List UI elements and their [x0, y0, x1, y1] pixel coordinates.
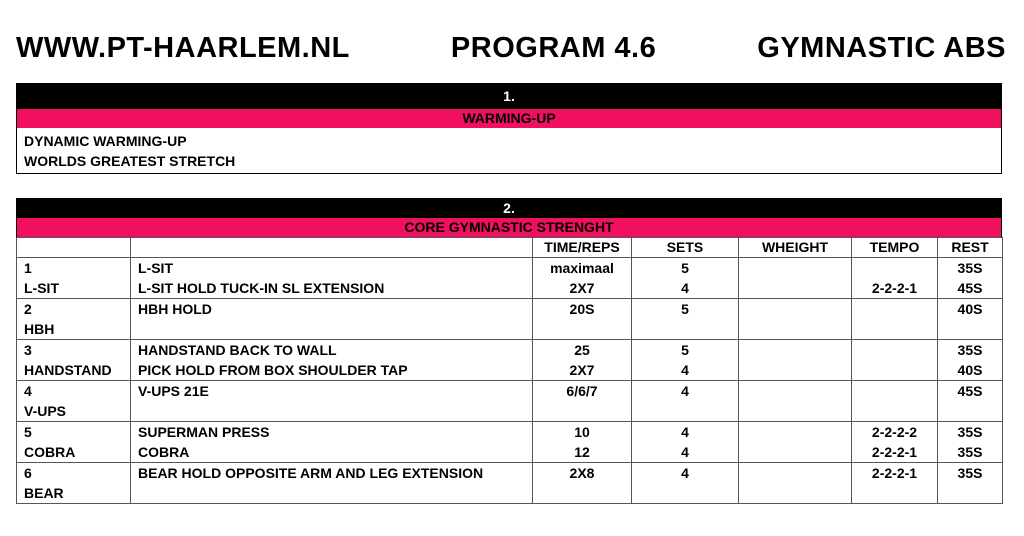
time-reps-cell-line: 20S	[569, 301, 595, 317]
tempo-cell-line	[859, 381, 930, 401]
weight-cell-line	[746, 483, 844, 503]
exercise-cell-line	[138, 319, 525, 339]
exercise-cell	[131, 258, 533, 299]
rest-cell-line: 45S	[957, 280, 983, 296]
group-number: 3	[24, 342, 32, 358]
tempo-cell	[852, 258, 938, 299]
tempo-cell	[852, 422, 938, 463]
exercise-cell-line	[138, 483, 525, 503]
sets-cell-line	[639, 401, 731, 421]
rest-cell	[938, 422, 1003, 463]
tempo-cell-line	[859, 319, 930, 339]
exercise-cell	[131, 340, 533, 381]
group-cell	[17, 422, 131, 463]
rest-cell-line: 35S	[957, 424, 983, 440]
rest-cell-line: 35S	[957, 444, 983, 460]
tempo-cell-line	[859, 299, 930, 319]
rest-cell-line	[945, 319, 995, 339]
tempo-cell-line	[859, 258, 930, 278]
group-cell	[17, 299, 131, 340]
rest-cell-line: 35S	[957, 342, 983, 358]
tempo-cell-line	[859, 401, 930, 421]
table-row	[17, 463, 1003, 504]
weight-cell-line	[746, 401, 844, 421]
weight-cell-line	[746, 319, 844, 339]
section-number: 2.	[16, 198, 1002, 218]
sets-cell	[632, 299, 739, 340]
time-reps-cell-line: 25	[574, 342, 590, 358]
sets-cell	[632, 340, 739, 381]
group-name: L-SIT	[24, 280, 59, 296]
weight-cell-line	[746, 442, 844, 462]
time-reps-cell	[533, 422, 632, 463]
section-number: 1.	[16, 83, 1002, 109]
table-row	[17, 422, 1003, 463]
rest-cell-line: 35S	[957, 465, 983, 481]
warmup-item: DYNAMIC WARMING-UP	[24, 133, 187, 149]
time-reps-cell-line: 2X7	[569, 280, 595, 296]
time-reps-cell-line	[540, 401, 624, 421]
sets-cell-line: 4	[681, 383, 689, 399]
sets-cell-line	[639, 319, 731, 339]
rest-cell	[938, 299, 1003, 340]
rest-cell	[938, 258, 1003, 299]
exercise-cell	[131, 299, 533, 340]
tempo-cell-line	[859, 483, 930, 503]
group-number: 6	[24, 465, 32, 481]
tempo-cell-line: 2-2-2-2	[871, 424, 918, 440]
exercise-cell-line: PICK HOLD FROM BOX SHOULDER TAP	[138, 362, 408, 378]
site-url: WWW.PT-HAARLEM.NL	[16, 31, 350, 64]
exercise-cell-line: L-SIT HOLD TUCK-IN SL EXTENSION	[138, 280, 385, 296]
warmup-item: WORLDS GREATEST STRETCH	[24, 153, 236, 169]
group-number: 4	[24, 383, 32, 399]
rest-cell-line: 35S	[957, 260, 983, 276]
time-reps-cell-line: maximaal	[550, 260, 614, 276]
weight-cell	[739, 463, 852, 504]
sets-cell-line: 4	[681, 444, 689, 460]
group-number: 1	[24, 260, 32, 276]
time-reps-cell-line: 2X8	[569, 465, 595, 481]
sets-cell	[632, 422, 739, 463]
exercise-cell-line: COBRA	[138, 444, 190, 460]
tempo-cell	[852, 381, 938, 422]
time-reps-cell	[533, 299, 632, 340]
col-header-time-reps: TIME/REPS	[533, 238, 632, 258]
group-cell	[17, 340, 131, 381]
rest-cell-line: 40S	[957, 362, 983, 378]
section-title: WARMING-UP	[16, 109, 1002, 128]
tempo-cell-line: 2-2-2-1	[871, 444, 918, 460]
rest-cell-line	[945, 401, 995, 421]
weight-cell-line	[746, 422, 844, 442]
group-cell	[17, 258, 131, 299]
sets-cell-line: 4	[681, 424, 689, 440]
tempo-cell-line: 2-2-2-1	[871, 465, 918, 481]
time-reps-cell-line	[540, 319, 624, 339]
weight-cell	[739, 299, 852, 340]
exercise-cell-line: HBH HOLD	[138, 301, 212, 317]
sets-cell-line: 5	[681, 260, 689, 276]
time-reps-cell	[533, 258, 632, 299]
tempo-cell-line	[859, 360, 930, 380]
sets-cell	[632, 258, 739, 299]
core-section	[16, 198, 1002, 504]
exercise-cell	[131, 422, 533, 463]
weight-cell	[739, 381, 852, 422]
exercise-cell-line	[138, 401, 525, 421]
sets-cell-line: 5	[681, 342, 689, 358]
group-cell	[17, 463, 131, 504]
group-name: HBH	[24, 321, 55, 337]
time-reps-cell	[533, 381, 632, 422]
col-header	[131, 238, 533, 258]
rest-cell-line	[945, 483, 995, 503]
tempo-cell-line: 2-2-2-1	[871, 280, 918, 296]
exercise-table	[16, 237, 1003, 504]
col-header-weight: WHEIGHT	[739, 238, 852, 258]
table-row	[17, 299, 1003, 340]
table-header-row	[17, 238, 1003, 258]
col-header-rest: REST	[938, 238, 1003, 258]
table-row	[17, 381, 1003, 422]
weight-cell-line	[746, 299, 844, 319]
exercise-cell	[131, 381, 533, 422]
exercise-cell-line: BEAR HOLD OPPOSITE ARM AND LEG EXTENSION	[138, 465, 484, 481]
time-reps-cell-line: 10	[574, 424, 590, 440]
col-header-sets: SETS	[632, 238, 739, 258]
exercise-cell-line: V-UPS 21E	[138, 383, 209, 399]
page-title	[16, 28, 1006, 68]
tempo-cell	[852, 299, 938, 340]
weight-cell	[739, 258, 852, 299]
exercise-cell-line: HANDSTAND BACK TO WALL	[138, 342, 337, 358]
time-reps-cell-line	[540, 483, 624, 503]
time-reps-cell	[533, 340, 632, 381]
exercise-cell-line: L-SIT	[138, 260, 173, 276]
rest-cell	[938, 381, 1003, 422]
sets-cell-line: 4	[681, 465, 689, 481]
exercise-cell	[131, 463, 533, 504]
tempo-cell	[852, 463, 938, 504]
weight-cell	[739, 422, 852, 463]
program-number: PROGRAM 4.6	[450, 31, 657, 64]
tempo-cell-line	[859, 340, 930, 360]
time-reps-cell-line: 2X7	[569, 362, 595, 378]
group-name: V-UPS	[24, 403, 67, 419]
time-reps-cell	[533, 463, 632, 504]
table-row	[17, 258, 1003, 299]
warmup-list	[16, 128, 1002, 174]
group-cell	[17, 381, 131, 422]
sets-cell-line	[639, 483, 731, 503]
weight-cell-line	[746, 258, 844, 278]
col-header	[17, 238, 131, 258]
time-reps-cell-line: 6/6/7	[566, 383, 598, 399]
table-row	[17, 340, 1003, 381]
section-title: CORE GYMNASTIC STRENGHT	[16, 218, 1002, 237]
weight-cell-line	[746, 463, 844, 483]
weight-cell-line	[746, 278, 844, 298]
sets-cell-line: 5	[681, 301, 689, 317]
weight-cell-line	[746, 381, 844, 401]
weight-cell-line	[746, 340, 844, 360]
col-header-tempo: TEMPO	[852, 238, 938, 258]
group-number: 5	[24, 424, 32, 440]
exercise-cell-line: SUPERMAN PRESS	[138, 424, 270, 440]
sets-cell-line: 4	[681, 280, 689, 296]
sets-cell	[632, 463, 739, 504]
sets-cell	[632, 381, 739, 422]
tempo-cell	[852, 340, 938, 381]
program-subject: GYMNASTIC ABS	[757, 31, 1006, 64]
rest-cell-line: 40S	[957, 301, 983, 317]
weight-cell	[739, 340, 852, 381]
sets-cell-line: 4	[681, 362, 689, 378]
weight-cell-line	[746, 360, 844, 380]
rest-cell	[938, 463, 1003, 504]
group-number: 2	[24, 301, 32, 317]
rest-cell-line: 45S	[957, 383, 983, 399]
warmup-section	[16, 83, 1002, 174]
group-name: COBRA	[24, 444, 76, 460]
time-reps-cell-line: 12	[574, 444, 590, 460]
rest-cell	[938, 340, 1003, 381]
group-name: HANDSTAND	[24, 362, 112, 378]
group-name: BEAR	[24, 485, 64, 501]
